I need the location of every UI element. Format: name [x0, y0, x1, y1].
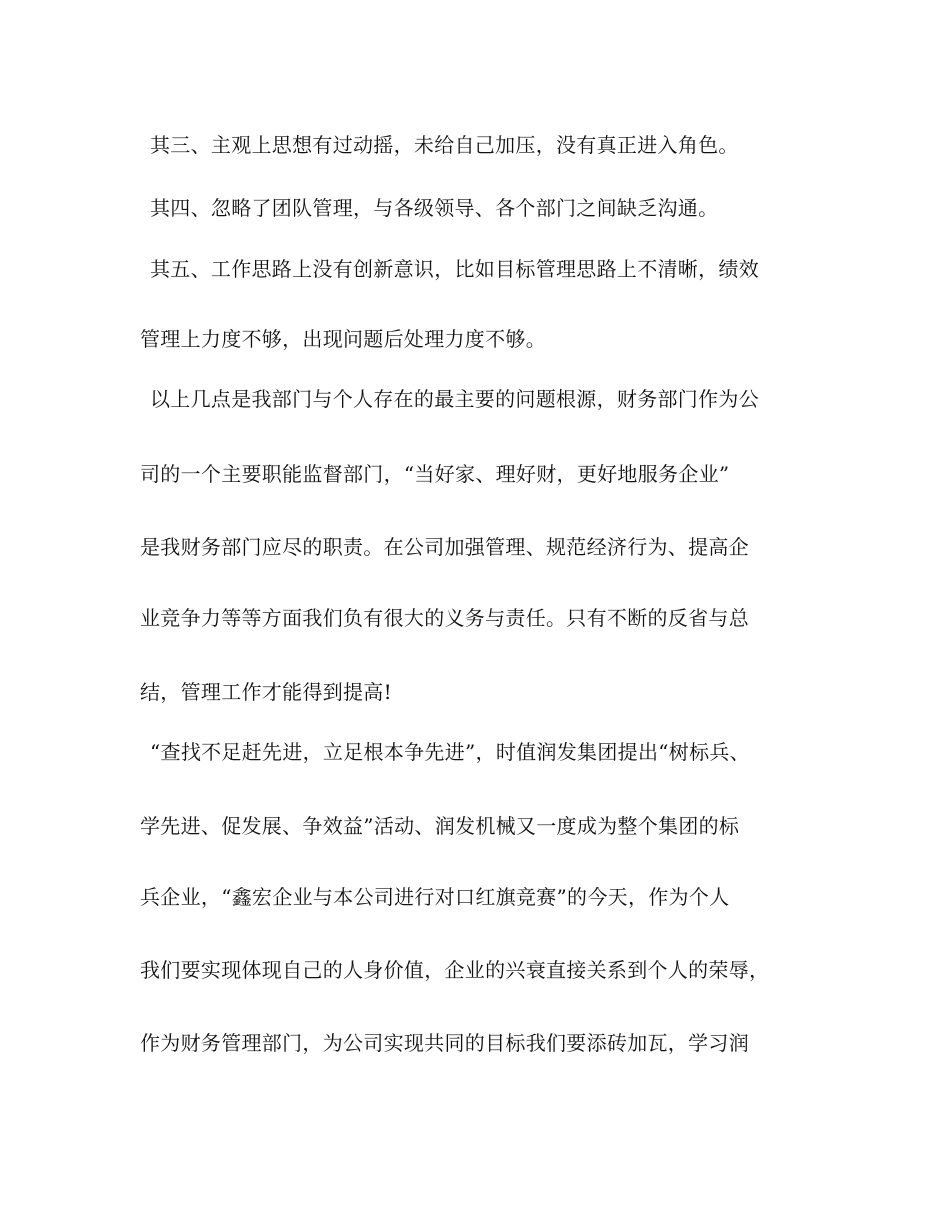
paragraph-line: 学先进、促发展、争效益”活动、润发机械又一度成为整个集团的标	[140, 814, 740, 838]
paragraph-line: 其三、主观上思想有过动摇，未给自己加压，没有真正进入角色。	[150, 133, 739, 157]
paragraph-line: 以上几点是我部门与个人存在的最主要的问题根源，财务部门作为公	[150, 387, 759, 411]
paragraph-line: 管理上力度不够，出现问题后处理力度不够。	[140, 327, 546, 351]
paragraph-line: 业竞争力等等方面我们负有很大的义务与责任。只有不断的反省与总	[140, 606, 749, 630]
paragraph-line: 结，管理工作才能得到提高!	[140, 680, 392, 704]
paragraph-line: 司的一个主要职能监督部门，“当好家、理好财，更好地服务企业”	[140, 462, 730, 486]
paragraph-line: “查找不足赶先进，立足根本争先进”，时值润发集团提出“树标兵、	[150, 740, 750, 764]
paragraph-line: 其四、忽略了团队管理，与各级领导、各个部门之间缺乏沟通。	[150, 196, 719, 220]
paragraph-line: 作为财务管理部门，为公司实现共同的目标我们要添砖加瓦，学习润	[140, 1031, 749, 1055]
paragraph-line: 其五、工作思路上没有创新意识，比如目标管理思路上不清晰，绩效	[150, 257, 759, 281]
paragraph-line: 兵企业，“鑫宏企业与本公司进行对口红旗竞赛”的今天，作为个人	[140, 885, 730, 909]
paragraph-line: 是我财务部门应尽的职责。在公司加强管理、规范经济行为、提高企	[140, 535, 749, 559]
paragraph-line: 我们要实现体现自己的人身价值，企业的兴衰直接关系到个人的荣辱，	[140, 958, 770, 982]
